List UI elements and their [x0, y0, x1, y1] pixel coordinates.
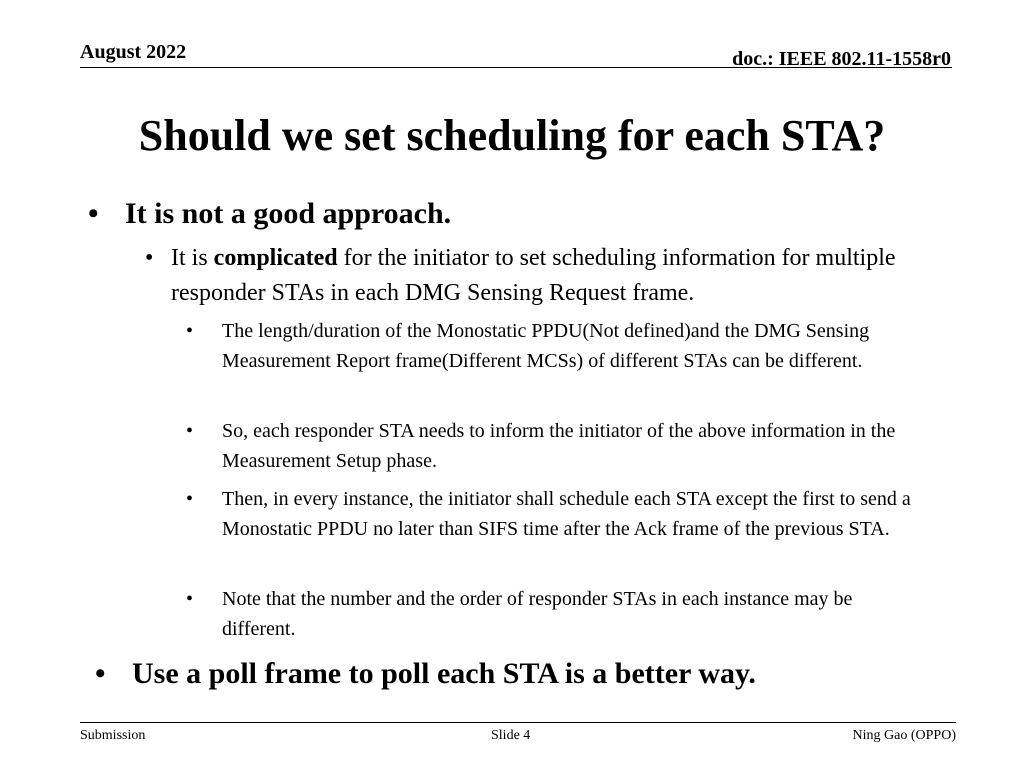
footer-rule: [80, 722, 956, 723]
bullet-text: The length/duration of the Monostatic PPDU(Not defined)and the DMG Sensing Measurement Report frame(Different MCSs) of different STAs can be different.: [222, 320, 870, 372]
bullet-dot-icon: •: [186, 488, 194, 510]
bullet-text-pre: It is: [171, 245, 214, 271]
header-date: August 2022: [80, 41, 187, 63]
bullet-text: Then, in every instance, the initiator shall schedule each STA except the first to send a Monostatic PPDU no later than SIFS time after the Ack frame of the previous STA.: [222, 488, 911, 540]
header-doc-id: doc.: IEEE 802.11-1558r0: [732, 48, 951, 70]
bullet-dot-icon: •: [186, 320, 194, 342]
bullet-level2-complicated: [145, 241, 946, 311]
bullet-dot-icon: •: [186, 588, 194, 610]
bullet-dot-icon: •: [186, 420, 194, 442]
bullet-text-emphasis: complicated: [213, 245, 338, 271]
bullet-level3-length-duration: [186, 316, 912, 376]
bullet-text: So, each responder STA needs to inform the initiator of the above information in the Measurement Setup phase.: [222, 420, 896, 472]
slide-title: Should we set scheduling for each STA?: [138, 111, 886, 160]
bullet-text-post: for the initiator to set scheduling information for multiple responder STAs in each DMG Sensing Request frame.: [171, 245, 896, 306]
bullet-text: Use a poll frame to poll each STA is a better way.: [132, 657, 756, 690]
bullet-level3-number-order: [186, 584, 912, 644]
bullet-dot-icon: •: [145, 245, 154, 271]
footer-slide-number: Slide 4: [491, 728, 531, 743]
bullet-dot-icon: •: [88, 197, 99, 230]
footer-author: Ning Gao (OPPO): [852, 728, 956, 743]
footer-submission: Submission: [80, 728, 146, 743]
bullet-level3-inform-initiator: [186, 416, 912, 476]
bullet-dot-icon: •: [95, 657, 106, 690]
bullet-level3-schedule-each-sta: [186, 484, 934, 544]
bullet-text: It is not a good approach.: [125, 197, 452, 230]
bullet-text: Note that the number and the order of responder STAs in each instance may be different.: [222, 588, 853, 640]
header-rule: [80, 67, 952, 68]
bullet-level1-not-good-approach: [88, 196, 452, 232]
bullet-level1-poll-frame: [95, 656, 756, 692]
